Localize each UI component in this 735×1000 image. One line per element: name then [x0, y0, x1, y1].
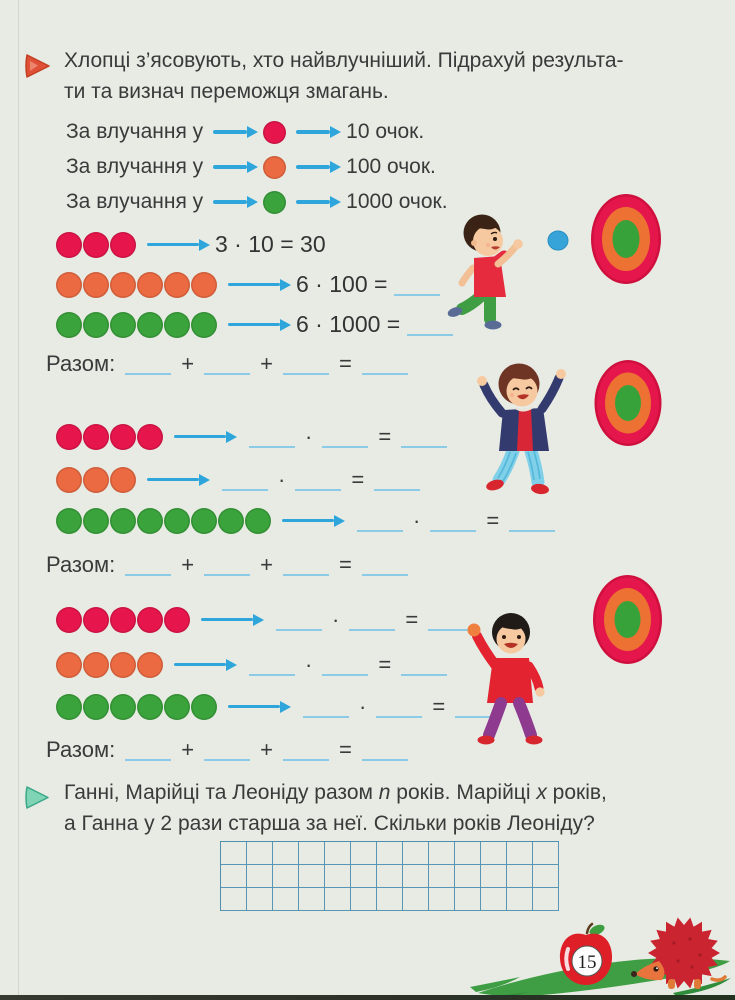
equals-symbol: =	[486, 507, 500, 533]
rule-row	[66, 189, 448, 215]
target-dot-orange-icon	[263, 156, 286, 179]
score-row	[56, 651, 454, 678]
variable-n: n	[378, 781, 391, 804]
hit-dot-red	[56, 424, 82, 450]
answer-blank[interactable]	[249, 446, 295, 448]
grid-cell	[377, 888, 403, 911]
times-symbol: ·	[305, 651, 313, 677]
grid-cell	[429, 842, 455, 865]
grid-cell	[221, 865, 247, 888]
hit-dot-red	[56, 607, 82, 633]
equals-symbol: =	[378, 423, 392, 449]
score-row	[56, 423, 454, 450]
hit-dot-red	[137, 424, 163, 450]
task2-line2: а Ганна у 2 рази старша за неї. Скільки років Леоніду?	[64, 812, 595, 835]
variable-x: x	[536, 781, 547, 804]
total-label: Разом:	[46, 551, 116, 577]
plus-symbol: +	[260, 350, 273, 376]
hit-dot-orange	[164, 272, 190, 298]
equals-symbol: =	[338, 736, 352, 762]
grid-cell	[273, 888, 299, 911]
dot-group	[56, 508, 272, 534]
hit-dot-orange	[110, 652, 136, 678]
hit-dot-green	[137, 694, 163, 720]
answer-blank[interactable]	[509, 530, 555, 532]
dot-group	[56, 467, 137, 493]
dot-group	[56, 694, 218, 720]
rule-points: 1000 очок.	[346, 190, 448, 213]
rule-label: За влучання у	[66, 190, 204, 213]
rule-label: За влучання у	[66, 120, 204, 143]
arrow-icon	[228, 323, 280, 327]
answer-blank[interactable]	[322, 446, 368, 448]
boy-standing-illustration	[450, 608, 564, 752]
hit-dot-orange	[137, 272, 163, 298]
hit-dot-red	[110, 424, 136, 450]
hit-dot-green	[218, 508, 244, 534]
score-row	[56, 606, 481, 633]
hit-dot-green	[110, 694, 136, 720]
grid-cell	[325, 865, 351, 888]
equation-text: 6 · 100 =	[296, 271, 388, 297]
hit-dot-green	[110, 312, 136, 338]
task1-line1: Хлопці з’ясовують, хто найвлучніший. Підрахуй результа-	[64, 49, 624, 72]
answer-blank[interactable]	[125, 373, 171, 375]
answer-blank[interactable]	[125, 574, 171, 576]
boy-jumping-illustration	[466, 351, 578, 498]
hit-dot-green	[56, 508, 82, 534]
answer-blank[interactable]	[204, 759, 250, 761]
rule-points: 100 очок.	[346, 155, 436, 178]
grid-cell	[507, 865, 533, 888]
score-row	[56, 466, 427, 493]
times-symbol: ·	[305, 423, 313, 449]
hit-dot-red	[110, 232, 136, 258]
hit-dot-green	[191, 694, 217, 720]
answer-blank[interactable]	[401, 674, 447, 676]
arrow-icon	[174, 435, 226, 439]
score-row	[56, 231, 326, 258]
arrow-icon	[228, 705, 280, 709]
dot-group	[56, 652, 164, 678]
hit-dot-red	[83, 424, 109, 450]
hit-dot-orange	[56, 272, 82, 298]
hit-dot-red	[83, 607, 109, 633]
answer-blank[interactable]	[394, 294, 440, 296]
page-number-badge	[551, 921, 623, 993]
hit-dot-red	[164, 607, 190, 633]
answer-blank[interactable]	[362, 373, 408, 375]
hit-dot-green	[164, 312, 190, 338]
arrow-icon	[213, 130, 247, 134]
answer-blank[interactable]	[222, 489, 268, 491]
answer-blank[interactable]	[125, 759, 171, 761]
equation-text: 3 · 10 = 30	[215, 231, 326, 257]
page-number: 15	[577, 952, 597, 973]
grid-cell	[481, 865, 507, 888]
hit-dot-green	[164, 508, 190, 534]
hit-dot-orange	[56, 652, 82, 678]
hit-dot-green	[245, 508, 271, 534]
hit-dot-red	[110, 607, 136, 633]
task1-marker-icon	[24, 52, 52, 80]
answer-grid[interactable]	[220, 841, 559, 911]
hit-dot-green	[137, 508, 163, 534]
plus-symbol: +	[181, 736, 195, 762]
grid-cell	[221, 888, 247, 911]
equals-symbol: =	[338, 350, 352, 376]
grid-cell	[247, 865, 273, 888]
grid-cell	[455, 842, 481, 865]
answer-blank[interactable]	[362, 574, 408, 576]
arrow-icon	[296, 200, 330, 204]
equals-symbol: =	[432, 693, 446, 719]
score-row	[56, 271, 447, 298]
score-row	[56, 311, 460, 338]
hit-dot-green	[110, 508, 136, 534]
answer-blank[interactable]	[283, 574, 329, 576]
grid-cell	[533, 888, 559, 911]
task1-text	[64, 45, 709, 107]
plus-symbol: +	[260, 736, 273, 762]
total-row	[46, 350, 415, 377]
arrow-icon	[147, 243, 199, 247]
grid-cell	[403, 888, 429, 911]
grid-cell	[351, 865, 377, 888]
grid-cell	[299, 842, 325, 865]
arrow-icon	[228, 283, 280, 287]
grid-cell	[507, 842, 533, 865]
task2-text	[64, 777, 709, 839]
grid-cell	[247, 888, 273, 911]
hit-dot-green	[191, 312, 217, 338]
grid-cell	[403, 842, 429, 865]
dot-group	[56, 312, 218, 338]
answer-blank[interactable]	[303, 716, 349, 718]
arrow-icon	[296, 165, 330, 169]
hit-dot-green	[164, 694, 190, 720]
hit-dot-green	[56, 312, 82, 338]
grid-cell	[455, 865, 481, 888]
dot-group	[56, 607, 191, 633]
hit-dot-green	[137, 312, 163, 338]
equation-text: 6 · 1000 =	[296, 311, 401, 337]
grid-cell	[403, 865, 429, 888]
equals-symbol: =	[378, 651, 392, 677]
times-symbol: ·	[413, 507, 421, 533]
rule-row	[66, 119, 424, 145]
answer-blank[interactable]	[376, 716, 422, 718]
task2-line1: Ганні, Марійці та Леоніду разом n років. Марійці x років,	[64, 781, 607, 804]
grid-cell	[351, 888, 377, 911]
grid-cell	[273, 842, 299, 865]
hit-dot-red	[83, 232, 109, 258]
hit-dot-green	[56, 694, 82, 720]
grid-cell	[377, 842, 403, 865]
arrow-icon	[282, 519, 334, 523]
hit-dot-red	[137, 607, 163, 633]
answer-blank[interactable]	[249, 674, 295, 676]
plus-symbol: +	[181, 551, 195, 577]
total-row	[46, 551, 415, 578]
answer-blank[interactable]	[283, 759, 329, 761]
answer-blank[interactable]	[349, 629, 395, 631]
grid-cell	[377, 865, 403, 888]
grid-cell	[325, 888, 351, 911]
target-illustration	[593, 359, 663, 447]
answer-blank[interactable]	[430, 530, 476, 532]
grid-cell	[221, 842, 247, 865]
answer-blank[interactable]	[401, 446, 447, 448]
total-row	[46, 736, 415, 763]
times-symbol: ·	[359, 693, 367, 719]
hit-dot-green	[83, 312, 109, 338]
times-symbol: ·	[278, 466, 286, 492]
hit-dot-green	[83, 694, 109, 720]
hit-dot-orange	[191, 272, 217, 298]
answer-blank[interactable]	[204, 574, 250, 576]
grid-cell	[429, 865, 455, 888]
arrow-icon	[213, 165, 247, 169]
grid-cell	[481, 842, 507, 865]
grid-cell	[299, 888, 325, 911]
total-label: Разом:	[46, 736, 116, 762]
answer-blank[interactable]	[362, 759, 408, 761]
boy-running-illustration	[441, 212, 543, 336]
answer-blank[interactable]	[357, 530, 403, 532]
hit-dot-green	[83, 508, 109, 534]
answer-blank[interactable]	[322, 674, 368, 676]
grid-cell	[533, 842, 559, 865]
arrow-icon	[201, 618, 253, 622]
ball-illustration	[547, 230, 569, 251]
dot-group	[56, 424, 164, 450]
grid-cell	[247, 842, 273, 865]
rule-points: 10 очок.	[346, 120, 425, 143]
total-label: Разом:	[46, 350, 116, 376]
answer-blank[interactable]	[374, 489, 420, 491]
equals-symbol: =	[405, 606, 419, 632]
score-row	[56, 693, 508, 720]
hit-dot-green	[191, 508, 217, 534]
grid-cell	[351, 842, 377, 865]
hit-dot-red	[56, 232, 82, 258]
hit-dot-orange	[83, 467, 109, 493]
plus-symbol: +	[181, 350, 195, 376]
target-dot-red-icon	[263, 121, 286, 144]
dot-group	[56, 272, 218, 298]
grid-cell	[273, 865, 299, 888]
task2-marker-icon	[24, 784, 51, 811]
plus-symbol: +	[260, 551, 273, 577]
dot-group	[56, 232, 137, 258]
answer-blank[interactable]	[295, 489, 341, 491]
equals-symbol: =	[338, 551, 352, 577]
target-illustration	[589, 193, 663, 285]
grid-cell	[325, 842, 351, 865]
page-bottom-edge	[0, 995, 735, 1000]
score-row	[56, 507, 562, 534]
hit-dot-orange	[110, 272, 136, 298]
hit-dot-orange	[137, 652, 163, 678]
arrow-icon	[147, 478, 199, 482]
arrow-icon	[213, 200, 247, 204]
hit-dot-orange	[56, 467, 82, 493]
rule-label: За влучання у	[66, 155, 204, 178]
hit-dot-orange	[110, 467, 136, 493]
arrow-icon	[296, 130, 330, 134]
page-fold-line	[18, 0, 19, 1000]
task1-line2: ти та визнач переможця змагань.	[64, 80, 389, 103]
target-illustration	[591, 574, 664, 665]
answer-blank[interactable]	[204, 373, 250, 375]
hit-dot-orange	[83, 272, 109, 298]
rule-row	[66, 154, 436, 180]
hit-dot-orange	[83, 652, 109, 678]
target-dot-green-icon	[263, 191, 286, 214]
grid-cell	[429, 888, 455, 911]
arrow-icon	[174, 663, 226, 667]
grid-cell	[299, 865, 325, 888]
answer-blank[interactable]	[276, 629, 322, 631]
hedgehog-illustration	[612, 915, 730, 997]
equals-symbol: =	[351, 466, 365, 492]
times-symbol: ·	[332, 606, 340, 632]
grid-cell	[455, 888, 481, 911]
answer-blank[interactable]	[283, 373, 329, 375]
grid-cell	[481, 888, 507, 911]
grid-cell	[507, 888, 533, 911]
grid-cell	[533, 865, 559, 888]
